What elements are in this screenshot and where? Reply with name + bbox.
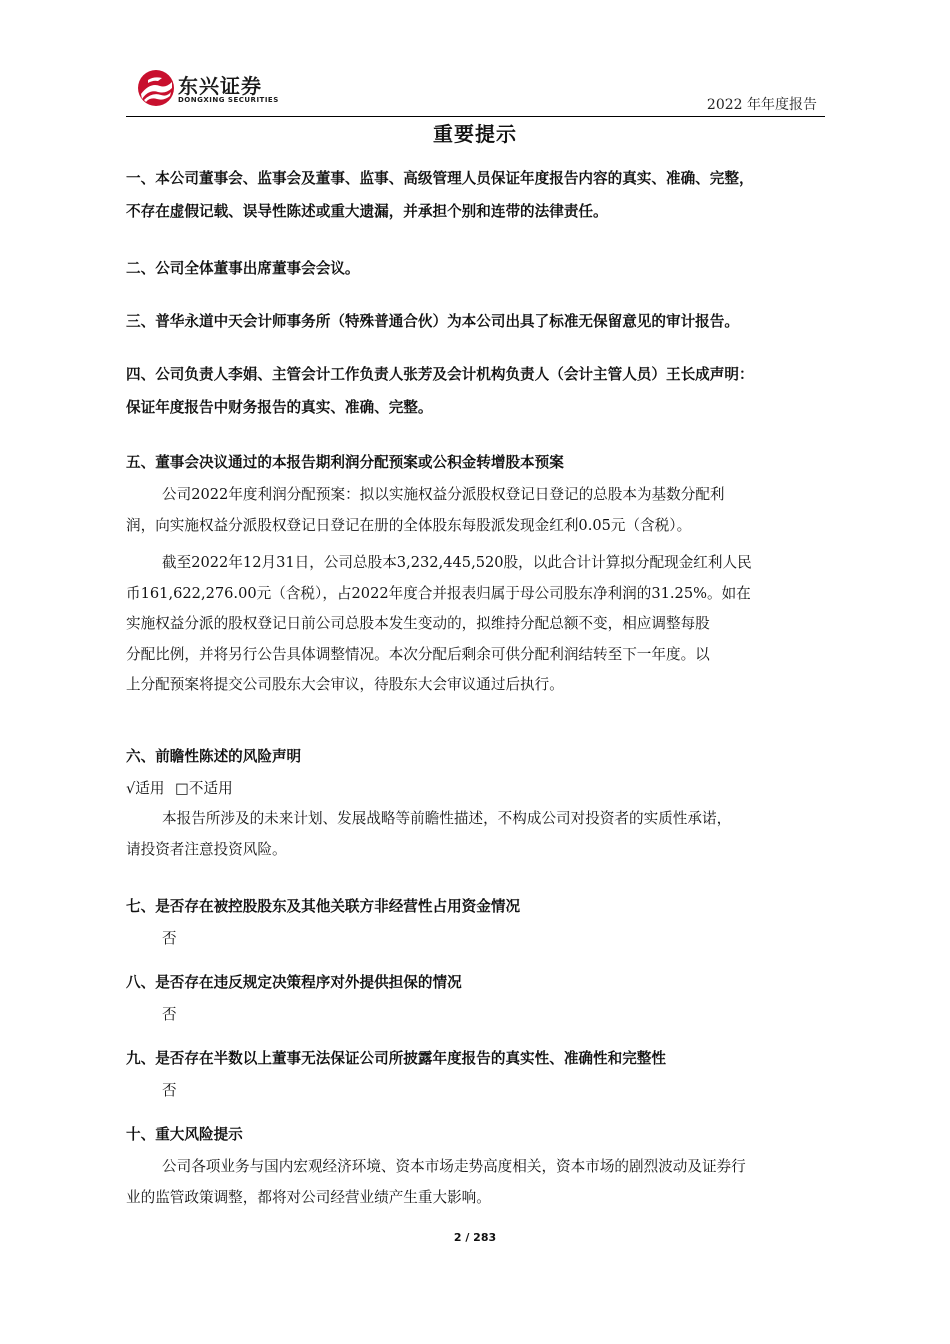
text-line: 润，向实施权益分派股权登记日登记在册的全体股东每股派发现金红利0.05元（含税）。 xyxy=(126,516,692,534)
header-divider xyxy=(126,116,825,117)
logo-chinese-name: 东兴证券 xyxy=(178,74,262,98)
text-line: 币161,622,276.00元（含税），占2022年度合并报表归属于母公司股东净利润的31.25%。如在 xyxy=(126,584,751,602)
section-9-answer: 否 xyxy=(162,1082,177,1099)
section-4-line-2: 保证年度报告中财务报告的真实、准确、完整。 xyxy=(126,399,433,416)
section-9-heading: 九、是否存在半数以上董事无法保证公司所披露年度报告的真实性、准确性和完整性 xyxy=(126,1050,666,1067)
section-7-heading: 七、是否存在被控股股东及其他关联方非经营性占用资金情况 xyxy=(126,898,521,915)
section-8-answer: 否 xyxy=(162,1006,177,1023)
section-4-line-1: 四、公司负责人李娟、主管会计工作负责人张芳及会计机构负责人（会计主管人员）王长成声明： xyxy=(126,366,754,383)
text-line: 本报告所涉及的未来计划、发展战略等前瞻性描述，不构成公司对投资者的实质性承诺， xyxy=(162,810,732,827)
text-line: 分配比例，并将另行公告具体调整情况。本次分配后剩余可供分配利润结转至下一年度。以 xyxy=(126,645,710,663)
section-2-heading: 二、公司全体董事出席董事会会议。 xyxy=(126,260,360,277)
text-line: 实施权益分派的股权登记日前公司总股本发生变动的，拟维持分配总额不变，相应调整每股 xyxy=(126,615,710,632)
logo-english-name: DONGXING SECURITIES xyxy=(178,96,279,104)
section-5-paragraph-1 xyxy=(126,480,826,541)
section-6-paragraph xyxy=(126,804,826,865)
company-logo xyxy=(136,68,286,110)
text-line: 请投资者注意投资风险。 xyxy=(126,840,287,858)
section-10-heading: 十、重大风险提示 xyxy=(126,1126,243,1143)
report-label: 2022 年年度报告 xyxy=(706,97,817,113)
page-number: 2 / 283 xyxy=(453,1231,497,1244)
text-line: 截至2022年12月31日，公司总股本3,232,445,520股，以此合计计算拟分配现金红利人民 xyxy=(162,554,752,571)
applicable-checkbox: √适用 xyxy=(126,780,165,797)
section-8-heading: 八、是否存在违反规定决策程序对外提供担保的情况 xyxy=(126,974,462,991)
section-6-heading: 六、前瞻性陈述的风险声明 xyxy=(126,748,302,765)
section-1-line-2: 不存在虚假记载、误导性陈述或重大遗漏，并承担个别和连带的法律责任。 xyxy=(126,203,608,220)
section-5-heading: 五、董事会决议通过的本报告期利润分配预案或公积金转增股本预案 xyxy=(126,454,564,471)
text-line: 业的监管政策调整，都将对公司经营业绩产生重大影响。 xyxy=(126,1188,491,1206)
section-5-paragraph-2 xyxy=(126,548,826,701)
page-title: 重要提示 xyxy=(433,122,517,146)
dongxing-logo-icon xyxy=(136,68,176,108)
not-applicable-checkbox: □不适用 xyxy=(175,780,233,797)
text-line: 上分配预案将提交公司股东大会审议，待股东大会审议通过后执行。 xyxy=(126,676,564,693)
section-1-line-1: 一、本公司董事会、监事会及董事、监事、高级管理人员保证年度报告内容的真实、准确、完整， xyxy=(126,170,754,187)
applicability-options xyxy=(126,774,239,804)
section-3-heading: 三、普华永道中天会计师事务所（特殊普通合伙）为本公司出具了标准无保留意见的审计报告。 xyxy=(126,313,739,330)
section-10-paragraph xyxy=(126,1152,826,1213)
text-line: 公司各项业务与国内宏观经济环境、资本市场走势高度相关，资本市场的剧烈波动及证券行 xyxy=(162,1158,746,1175)
text-line: 公司2022年度利润分配预案：拟以实施权益分派股权登记日登记的总股本为基数分配利 xyxy=(162,486,725,503)
section-7-answer: 否 xyxy=(162,930,177,947)
